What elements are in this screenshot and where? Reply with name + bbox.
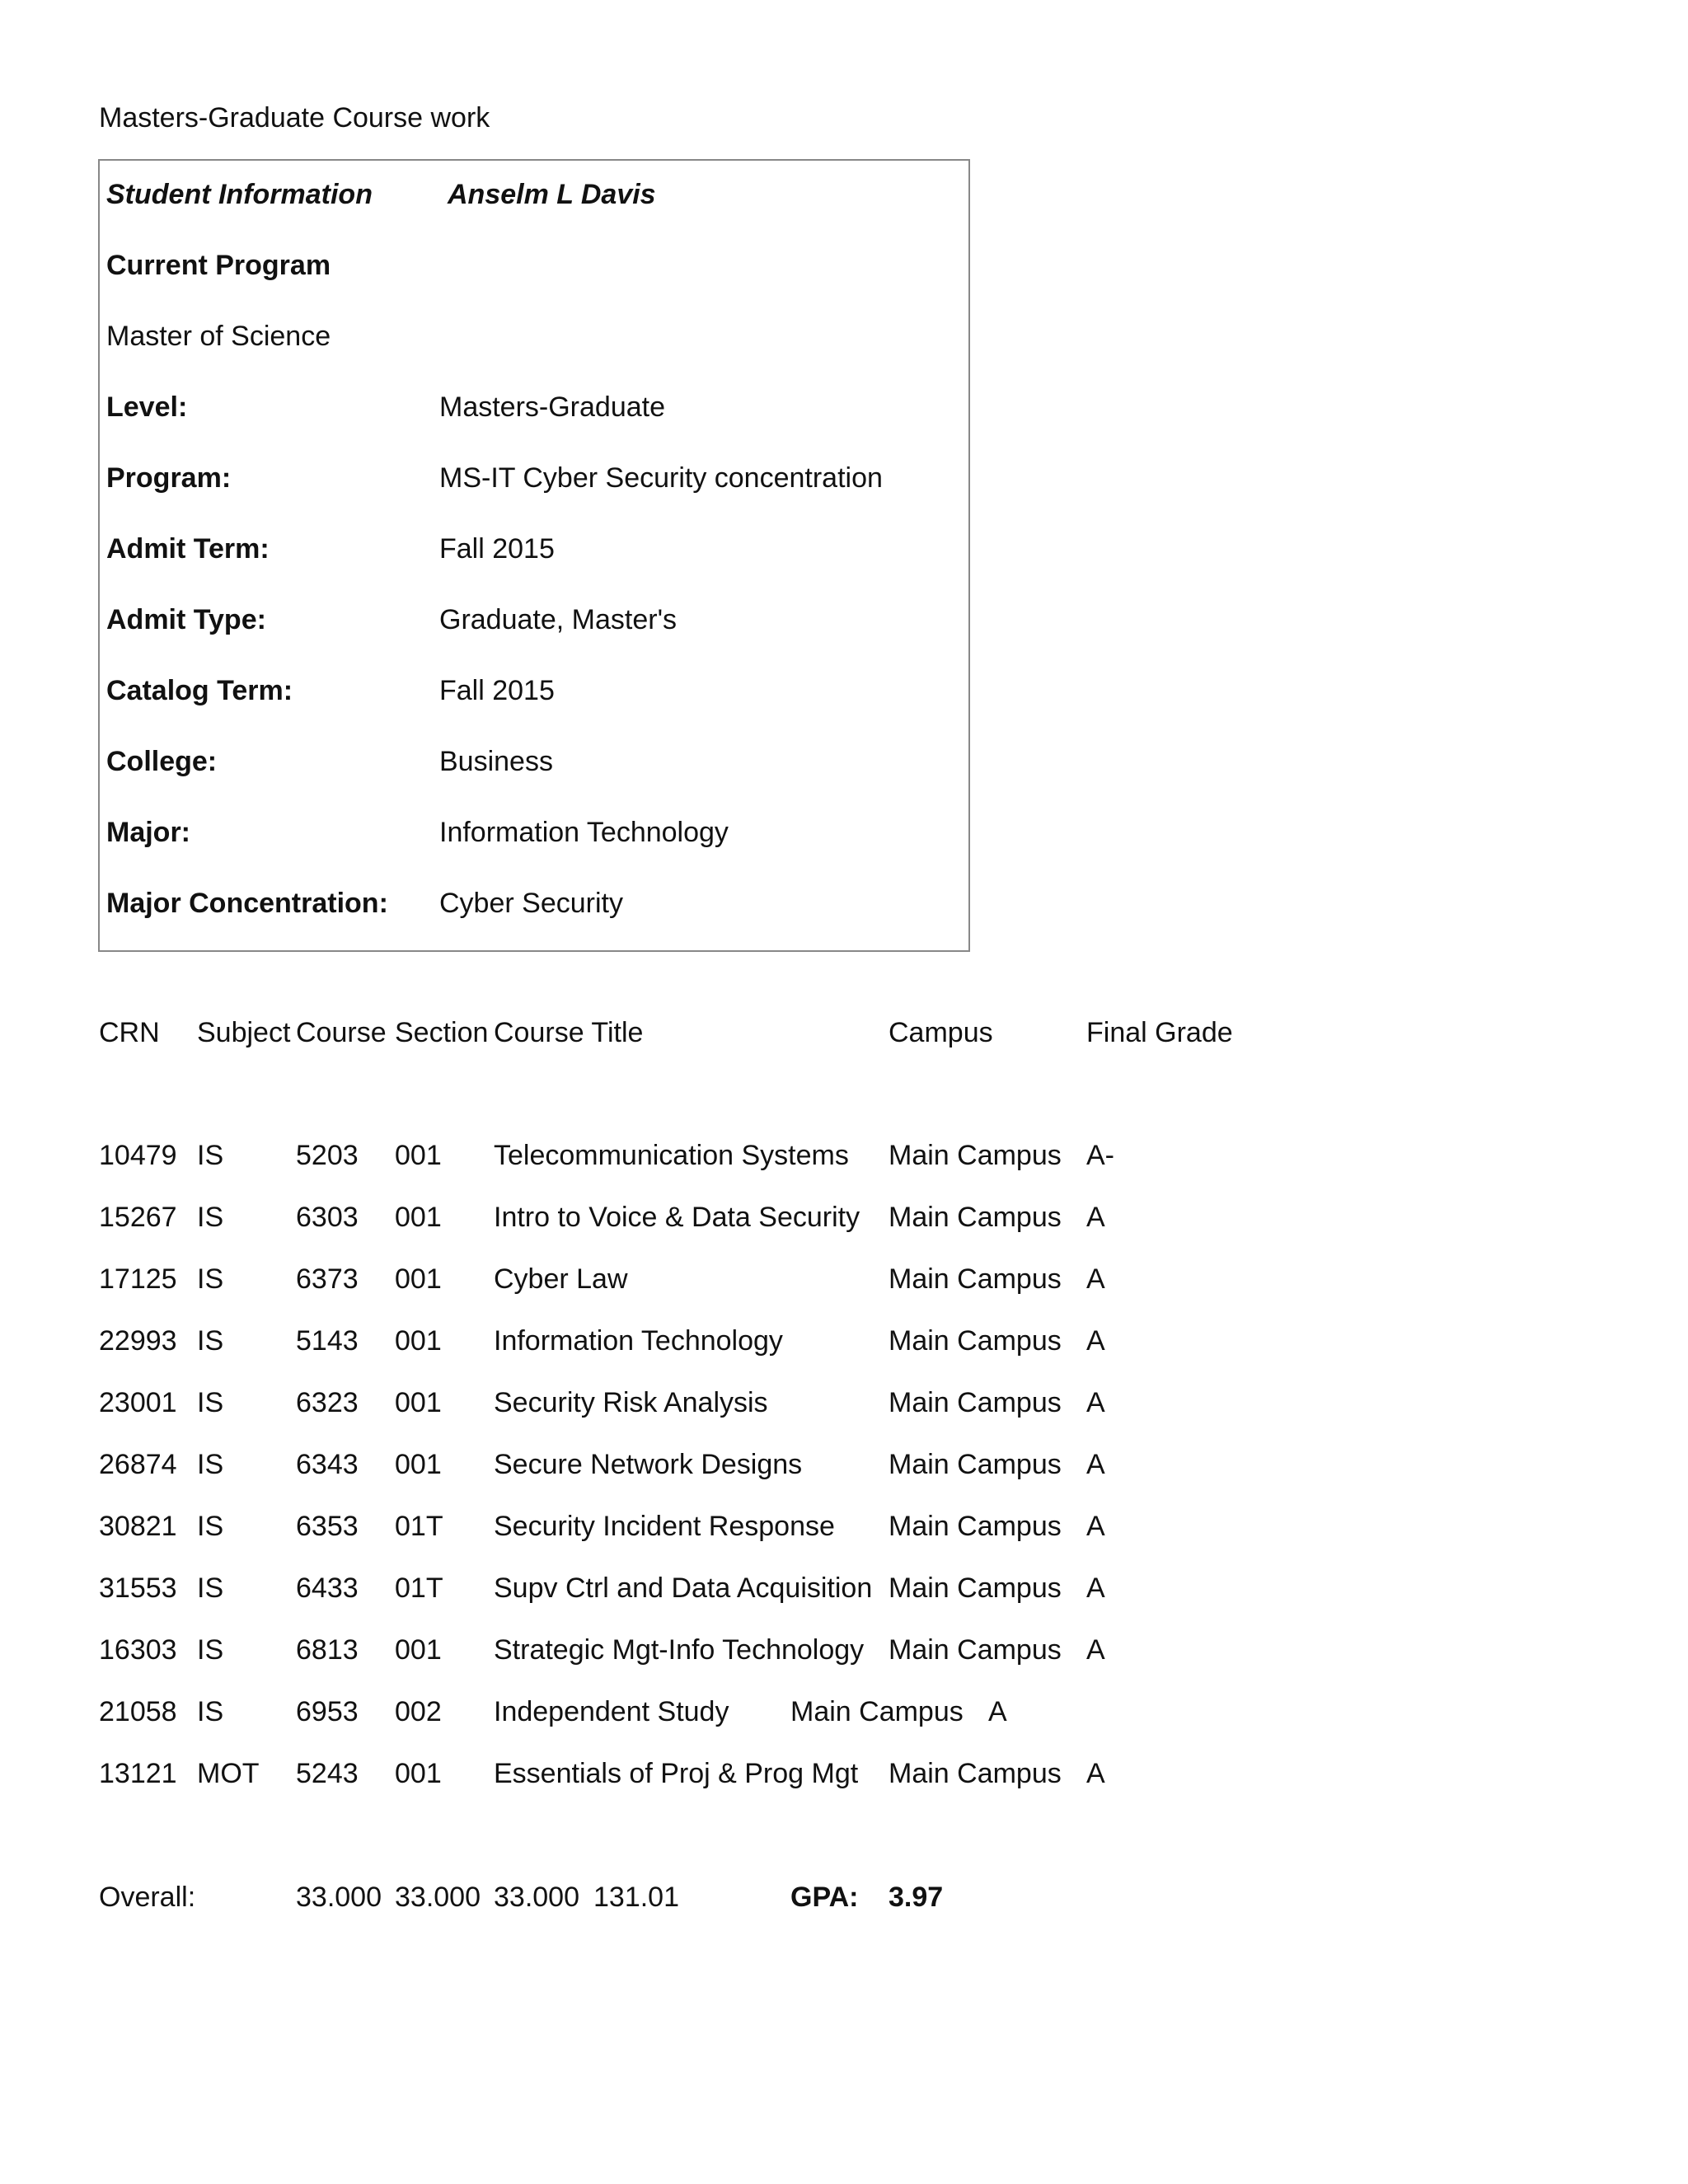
header-course-title: Course Title: [494, 1017, 644, 1048]
campus-cell: Main Campus: [889, 1325, 1062, 1357]
course-cell: 6433: [296, 1572, 359, 1604]
student-information-label: Student Information: [106, 179, 373, 210]
grade-cell: A: [1086, 1449, 1105, 1480]
student-name: Anselm L Davis: [448, 179, 656, 210]
section-cell: 001: [395, 1387, 442, 1418]
course-cell: 6323: [296, 1387, 359, 1418]
table-row: [0, 1324, 1688, 1373]
table-row: [0, 1571, 1688, 1620]
section-cell: 001: [395, 1449, 442, 1480]
overall-value: 33.000: [296, 1882, 382, 1913]
degree-row: [100, 302, 968, 373]
subject-cell: IS: [197, 1634, 224, 1666]
overall-value: 33.000: [395, 1882, 481, 1913]
crn-cell: 26874: [99, 1449, 177, 1480]
course-cell: 5243: [296, 1758, 359, 1789]
section-cell: 001: [395, 1140, 442, 1171]
campus-cell: Main Campus: [889, 1387, 1062, 1418]
info-row-major-concentration: [100, 869, 968, 940]
subject-cell: IS: [197, 1263, 224, 1295]
grade-cell: A: [1086, 1511, 1105, 1542]
grade-cell: A: [1086, 1325, 1105, 1357]
course-cell: 6343: [296, 1449, 359, 1480]
grade-cell: A: [1086, 1634, 1105, 1666]
course-title-cell: Strategic Mgt-Info Technology: [494, 1634, 865, 1666]
course-cell: 6813: [296, 1634, 359, 1666]
current-program-label: Current Program: [106, 250, 331, 281]
course-cell: 6373: [296, 1263, 359, 1295]
header-final-grade: Final Grade: [1086, 1017, 1233, 1048]
course-title-cell: Cyber Law: [494, 1263, 628, 1295]
info-row-program: [100, 444, 968, 515]
level-value: Masters-Graduate: [439, 391, 665, 423]
catalog-term-label: Catalog Term:: [106, 675, 293, 706]
admit-term-label: Admit Term:: [106, 533, 270, 565]
grade-cell: A: [1086, 1572, 1105, 1604]
course-title-cell: Essentials of Proj & Prog Mgt: [494, 1758, 859, 1789]
course-cell: 5143: [296, 1325, 359, 1357]
section-cell: 001: [395, 1263, 442, 1295]
crn-cell: 22993: [99, 1325, 177, 1357]
section-cell: 001: [395, 1325, 442, 1357]
crn-cell: 15267: [99, 1202, 177, 1233]
info-row-major: [100, 799, 968, 869]
overall-value: 131.01: [593, 1882, 679, 1913]
campus-cell: Main Campus: [889, 1572, 1062, 1604]
course-cell: 6353: [296, 1511, 359, 1542]
table-row: [0, 1756, 1688, 1806]
grade-cell: A: [1086, 1263, 1105, 1295]
course-title-cell: Independent Study: [494, 1696, 729, 1727]
crn-cell: 21058: [99, 1696, 177, 1727]
section-cell: 01T: [395, 1511, 443, 1542]
subject-cell: IS: [197, 1572, 224, 1604]
table-row: [0, 1262, 1688, 1311]
crn-cell: 16303: [99, 1634, 177, 1666]
subject-cell: IS: [197, 1696, 224, 1727]
table-row: [0, 1694, 1688, 1744]
table-row: [0, 1447, 1688, 1497]
course-cell: 6303: [296, 1202, 359, 1233]
admit-type-value: Graduate, Master's: [439, 604, 678, 635]
section-cell: 001: [395, 1634, 442, 1666]
college-label: College:: [106, 746, 218, 777]
campus-cell: Main Campus: [889, 1263, 1062, 1295]
subject-cell: MOT: [197, 1758, 260, 1789]
subject-cell: IS: [197, 1140, 224, 1171]
catalog-term-value: Fall 2015: [439, 675, 555, 706]
campus-cell: Main Campus: [889, 1758, 1062, 1789]
course-title-cell: Secure Network Designs: [494, 1449, 803, 1480]
admit-type-label: Admit Type:: [106, 604, 266, 635]
level-label: Level:: [106, 391, 188, 423]
student-info-box: [98, 159, 970, 952]
header-campus: Campus: [889, 1017, 993, 1048]
header-subject: Subject: [197, 1017, 291, 1048]
course-title-cell: Telecommunication Systems: [494, 1140, 849, 1171]
gpa-label: GPA:: [790, 1882, 859, 1913]
crn-cell: 31553: [99, 1572, 177, 1604]
subject-cell: IS: [197, 1387, 224, 1418]
crn-cell: 13121: [99, 1758, 177, 1789]
subject-cell: IS: [197, 1202, 224, 1233]
document-title: Masters-Graduate Course work: [99, 102, 490, 134]
course-title-cell: Intro to Voice & Data Security: [494, 1202, 860, 1233]
crn-cell: 17125: [99, 1263, 177, 1295]
campus-cell: Main Campus: [790, 1696, 964, 1727]
student-name-row: [100, 161, 968, 232]
header-section: Section: [395, 1017, 489, 1048]
program-value: MS-IT Cyber Security concentration: [439, 462, 883, 494]
info-row-catalog-term: [100, 657, 968, 728]
course-cell: 5203: [296, 1140, 359, 1171]
college-value: Business: [439, 746, 553, 777]
overall-value: 33.000: [494, 1882, 579, 1913]
header-course: Course: [296, 1017, 387, 1048]
header-crn: CRN: [99, 1017, 160, 1048]
info-row-level: [100, 373, 968, 444]
course-title-cell: Information Technology: [494, 1325, 783, 1357]
gpa-value: 3.97: [889, 1882, 944, 1913]
course-title-cell: Security Incident Response: [494, 1511, 835, 1542]
degree-value: Master of Science: [106, 321, 331, 352]
subject-cell: IS: [197, 1325, 224, 1357]
grade-cell: A-: [1086, 1140, 1114, 1171]
admit-term-value: Fall 2015: [439, 533, 555, 565]
major-label: Major:: [106, 817, 190, 848]
campus-cell: Main Campus: [889, 1511, 1062, 1542]
course-title-cell: Security Risk Analysis: [494, 1387, 768, 1418]
campus-cell: Main Campus: [889, 1140, 1062, 1171]
grade-cell: A: [988, 1696, 1007, 1727]
grade-cell: A: [1086, 1387, 1105, 1418]
section-cell: 001: [395, 1202, 442, 1233]
table-row: [0, 1385, 1688, 1435]
major-concentration-label: Major Concentration:: [106, 888, 388, 919]
course-title-cell: Supv Ctrl and Data Acquisition: [494, 1572, 873, 1604]
grade-cell: A: [1086, 1758, 1105, 1789]
section-cell: 001: [395, 1758, 442, 1789]
table-row: [0, 1633, 1688, 1682]
campus-cell: Main Campus: [889, 1202, 1062, 1233]
table-row: [0, 1138, 1688, 1188]
course-cell: 6953: [296, 1696, 359, 1727]
major-value: Information Technology: [439, 817, 729, 848]
grade-cell: A: [1086, 1202, 1105, 1233]
campus-cell: Main Campus: [889, 1449, 1062, 1480]
overall-label: Overall:: [99, 1882, 196, 1913]
crn-cell: 23001: [99, 1387, 177, 1418]
section-cell: 01T: [395, 1572, 443, 1604]
campus-cell: Main Campus: [889, 1634, 1062, 1666]
current-program-row: [100, 232, 968, 302]
info-row-admit-term: [100, 515, 968, 586]
crn-cell: 10479: [99, 1140, 177, 1171]
major-concentration-value: Cyber Security: [439, 888, 623, 919]
table-row: [0, 1200, 1688, 1249]
subject-cell: IS: [197, 1449, 224, 1480]
subject-cell: IS: [197, 1511, 224, 1542]
program-label: Program:: [106, 462, 232, 494]
crn-cell: 30821: [99, 1511, 177, 1542]
info-row-admit-type: [100, 586, 968, 657]
table-row: [0, 1509, 1688, 1558]
section-cell: 002: [395, 1696, 442, 1727]
info-row-college: [100, 728, 968, 799]
